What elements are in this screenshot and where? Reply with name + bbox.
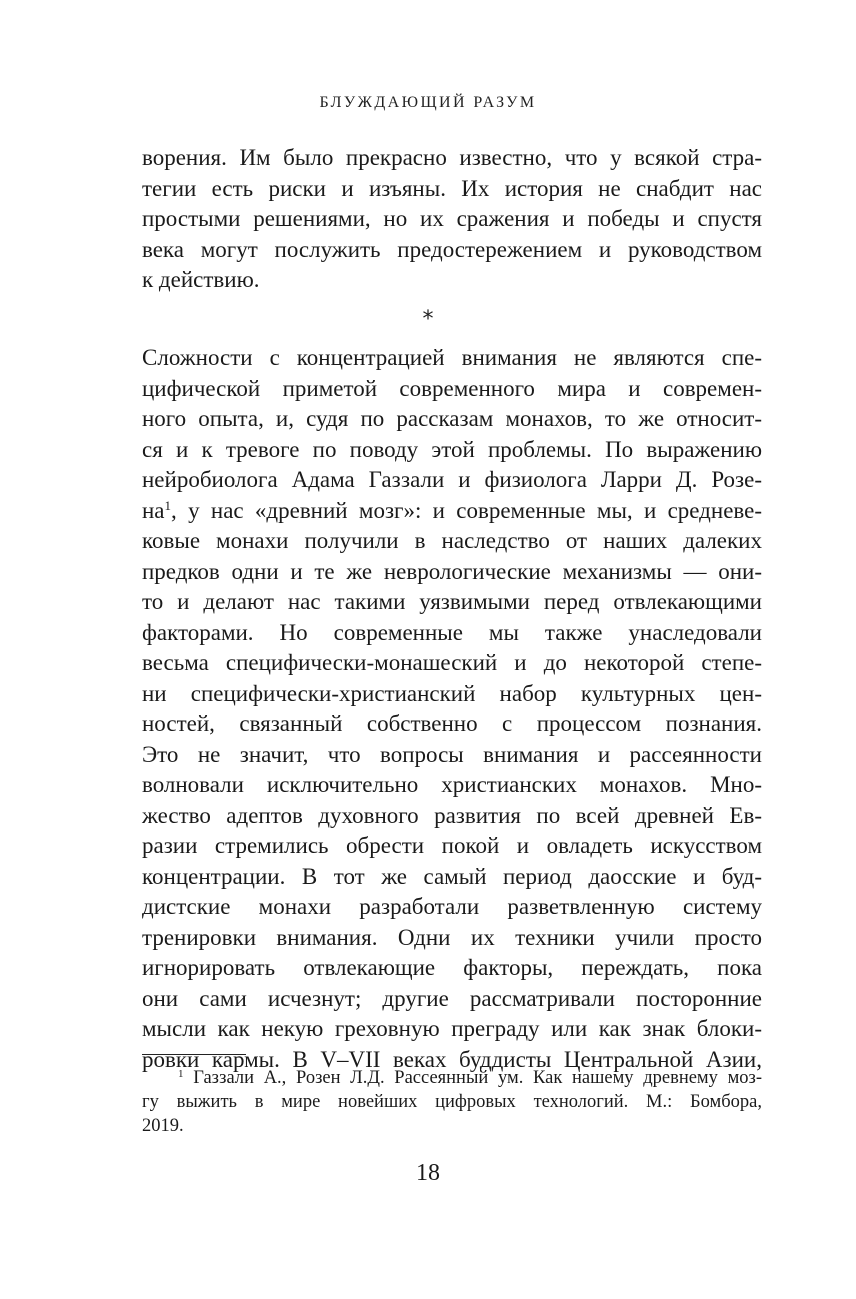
- text-fragment: , у нас «древний мозг»: и современные мы, и средневе-: [171, 497, 762, 523]
- text-line: концентрации. В тот же самый период даосские и буд-: [142, 863, 762, 889]
- text-line: Это не значит, что вопросы внимания и рассеянности: [142, 741, 762, 767]
- footnote: [142, 1066, 762, 1138]
- text-line: ностей, связанный собственно с процессом познания.: [142, 711, 762, 736]
- paragraph-main: [142, 343, 762, 1075]
- paragraph-continued: [142, 143, 762, 296]
- text-line: разии стремились обрести покой и овладеть искусством: [142, 833, 762, 858]
- text-line: факторами. Но современные мы также унаследовали: [142, 619, 762, 645]
- text-line-with-footnote: [142, 496, 762, 527]
- text-line: они сами исчезнут; другие рассматривали посторонние: [142, 985, 762, 1011]
- text-line: игнорировать отвлекающие факторы, переждать, пока: [142, 955, 762, 980]
- text-line: ся и к тревоге по поводу этой проблемы. По выражению: [142, 436, 762, 462]
- text-line: весьма специфически-монашеский и до некоторой степе-: [142, 650, 762, 675]
- text-line: ного опыта, и, судя по рассказам монахов, то же относит-: [142, 406, 762, 431]
- text-line: к действию.: [142, 267, 260, 292]
- text-line: жество адептов духовного развития по всей древней Ев-: [142, 802, 762, 828]
- text-line: цифической приметой современного мира и современ-: [142, 375, 762, 401]
- footnote-line: 2019.: [142, 1116, 184, 1136]
- running-head: БЛУЖДАЮЩИЙ РАЗУМ: [319, 94, 537, 111]
- footnote-reference[interactable]: 1: [164, 497, 172, 513]
- footnote-marker: 1: [178, 1068, 184, 1080]
- text-fragment: на: [142, 497, 165, 523]
- text-line: тренировки внимания. Одни их техники учили просто: [142, 924, 762, 950]
- footnote-line: [142, 1066, 762, 1090]
- footnote-divider: [142, 1054, 246, 1055]
- text-line: предков одни и те же неврологические механизмы — они-: [142, 558, 762, 584]
- page-number: 18: [416, 1160, 440, 1186]
- text-line: то и делают нас такими уязвимыми перед отвлекающими: [142, 589, 762, 614]
- text-line: ковые монахи получили в наследство от наших далеких: [142, 528, 762, 553]
- text-line: простыми решениями, но их сражения и победы и спустя: [142, 206, 762, 231]
- text-line: ни специфически-христианский набор культурных цен-: [142, 680, 762, 706]
- text-line: ровки кармы. В V–VII веках буддисты Центральной Азии,: [142, 1046, 762, 1072]
- text-line: нейробиолога Адама Газзали и физиолога Ларри Д. Розе-: [142, 467, 762, 492]
- text-line: тегии есть риски и изъяны. Их история не снабдит нас: [142, 175, 762, 201]
- text-line: века могут послужить предостережением и руководством: [142, 236, 762, 262]
- text-line: Сложности с концентрацией внимания не являются спе-: [142, 345, 762, 370]
- text-line: дистские монахи разработали разветвленную систему: [142, 894, 762, 919]
- footnote-text: Газзали А., Розен Л.Д. Рассеянный ум. Как нашему древнему моз-: [193, 1068, 763, 1088]
- text-line: мысли как некую греховную преграду или как знак блоки-: [142, 1016, 762, 1041]
- text-line: волновали исключительно христианских монахов. Мно-: [142, 772, 762, 797]
- text-line: ворения. Им было прекрасно известно, что у всякой стра-: [142, 145, 762, 170]
- asterism-ornament-icon: ⁎: [422, 300, 434, 325]
- footnote-line: гу выжить в мире новейших цифровых технологий. М.: Бомбора,: [142, 1092, 762, 1112]
